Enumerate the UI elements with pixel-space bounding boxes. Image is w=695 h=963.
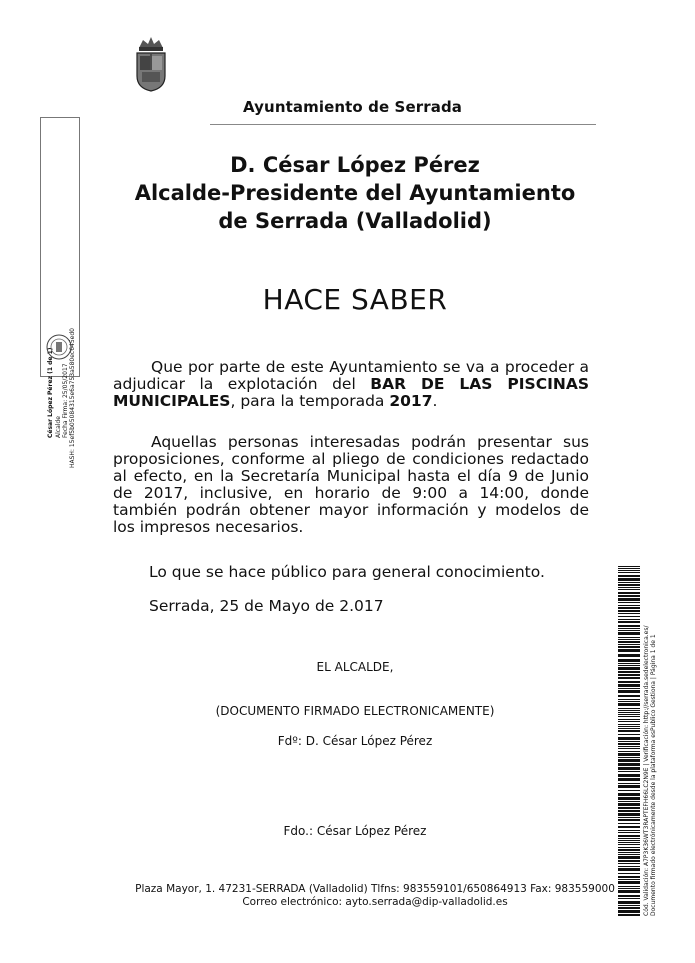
p1-bold-year: 2017: [389, 392, 433, 410]
paragraph-3: Lo que se hace público para general conocimiento.: [149, 563, 545, 581]
verification-line-2: Documento firmado electrónicamente desde la plataforma esPublico Gestiona | Página 1 de 1: [650, 634, 657, 916]
town-hall-name: Ayuntamiento de Serrada: [243, 98, 463, 116]
footer-address: Plaza Mayor, 1. 47231-SERRADA (Valladolid) Tlfns: 983559101/650864913 Fax: 983559000: [135, 883, 615, 895]
document-heading: [100, 151, 610, 235]
place-date: Serrada, 25 de Mayo de 2.017: [149, 597, 384, 615]
verification-text: [643, 616, 683, 916]
p1-text-b: , para la temporada: [230, 392, 390, 410]
footer: [60, 883, 690, 909]
electronic-signature-note: (DOCUMENTO FIRMADO ELECTRONICAMENTE): [215, 704, 495, 718]
stamp-line-3: Fecha Firma: 25/05/2017: [62, 363, 69, 438]
signature-role: EL ALCALDE,: [316, 660, 394, 674]
coat-of-arms-icon: [131, 34, 171, 92]
heading-line-2: Alcalde-Presidente del Ayuntamiento: [134, 181, 576, 205]
p1-bold-bar: BAR DE LAS PISCINAS MUNICIPALES: [113, 375, 589, 410]
barcode: [618, 566, 640, 916]
signed-by-1: Fdº: D. César López Pérez: [277, 734, 433, 748]
announcement-title: HACE SABER: [262, 283, 448, 316]
heading-line-3: de Serrada (Valladolid): [218, 209, 492, 233]
signed-by-2: Fdo.: César López Pérez: [283, 824, 427, 838]
stamp-line-1: César López Pérez (1 de 1): [47, 347, 54, 438]
footer-email: Correo electrónico: ayto.serrada@dip-valladolid.es: [242, 896, 508, 908]
header-divider: [210, 124, 596, 125]
heading-line-1: D. César López Pérez: [230, 153, 480, 177]
seal-icon: [46, 334, 72, 360]
stamp-line-2: Alcalde: [55, 416, 62, 438]
stamp-text: [47, 328, 76, 468]
paragraph-2: [113, 434, 589, 536]
p1-text-a: Que por parte de este Ayuntamiento se va a proceder a adjudicar la explotación del: [113, 358, 589, 393]
paragraph-1: [113, 359, 589, 410]
p2-text: Aquellas personas interesadas podrán presentar sus proposiciones, conforme al pliego de condiciones redactado al efecto, en la Secretaría Municipal hasta el día 9 de Junio de 2017, inclusive, en horario de 9:00 a 14:00, donde también podrán obtener mayor información y modelos de los impresos necesarios.: [113, 433, 589, 536]
p1-text-c: .: [432, 392, 438, 410]
verification-line-1: Cód. Validación: A7P3K36WT3RAPTEFH66LC2N9E | Verificación: http://serrada.sedelectronica.es/: [643, 625, 650, 916]
stamp-line-4: HASH: 15ef5b05084315e6a753a580ec645ed0: [69, 328, 76, 468]
